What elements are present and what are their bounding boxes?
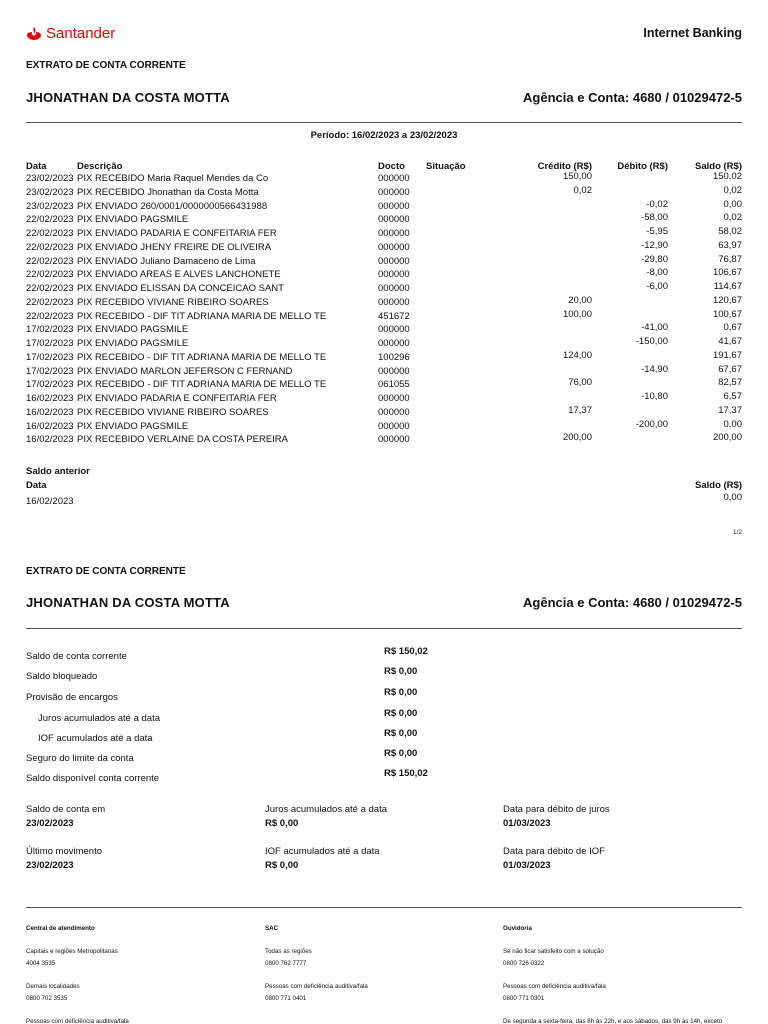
table-row — [0, 393, 768, 407]
info-label: Data para débito de juros — [503, 804, 610, 815]
flame-icon — [26, 27, 42, 41]
row-date: 22/02/2023 — [26, 228, 74, 239]
row-date: 22/02/2023 — [26, 269, 74, 281]
footer-phone: 0800 771 0401 — [265, 995, 307, 1002]
row-description: PIX ENVIADO ELISSAN DA CONCEICAO SANT — [77, 283, 284, 294]
row-debit: -200,00 — [635, 418, 668, 430]
info-value: 23/02/2023 — [26, 860, 74, 871]
row-description: PIX ENVIADO PAGSMILE — [77, 338, 189, 349]
summary-value: R$ 150,02 — [384, 768, 428, 779]
divider-page2 — [26, 628, 742, 629]
summary-value: R$ 150,02 — [384, 646, 428, 657]
divider — [26, 122, 742, 123]
row-debit: -0,02 — [646, 198, 668, 210]
footer-title: Central de atendimento — [26, 925, 95, 932]
info-label: Data para débito de IOF — [503, 846, 605, 857]
row-description: PIX ENVIADO PADARIA E CONFEITARIA FER — [77, 393, 277, 404]
doc-title-page2: EXTRATO DE CONTA CORRENTE — [26, 566, 186, 577]
row-date: 23/02/2023 — [26, 186, 74, 198]
period: Período: 16/02/2023 a 23/02/2023 — [310, 130, 458, 141]
row-docto: 000000 — [378, 228, 410, 239]
footer-phone: 0800 771 0301 — [503, 995, 545, 1002]
row-date: 16/02/2023 — [26, 393, 74, 404]
row-docto: 000000 — [378, 296, 410, 308]
row-debit: -6,00 — [646, 281, 668, 292]
table-row — [0, 363, 768, 380]
row-credit: 100,00 — [562, 308, 592, 320]
row-date: 22/02/2023 — [26, 283, 74, 294]
row-balance: 67,67 — [718, 363, 742, 375]
footer-title: SAC — [265, 925, 279, 932]
row-date: 23/02/2023 — [26, 173, 74, 184]
row-balance: 100,67 — [712, 308, 742, 320]
row-debit: -29,80 — [641, 253, 668, 265]
row-description: PIX ENVIADO PAGSMILE — [77, 214, 189, 226]
summary-label: Provisão de encargos — [26, 692, 118, 703]
summary-label: Saldo de conta corrente — [26, 651, 127, 662]
row-docto: 000000 — [378, 186, 410, 198]
saldo-anterior-balance-label: Saldo (R$) — [695, 480, 742, 491]
row-docto: 100296 — [378, 351, 410, 363]
row-debit: -150,00 — [635, 336, 668, 347]
summary-label: IOF acumulados até a data — [38, 733, 153, 744]
saldo-anterior-date-label: Data — [26, 480, 47, 491]
info-label: Último movimento — [26, 846, 103, 857]
col-header-description: Descrição — [77, 161, 123, 172]
summary-value: R$ 0,00 — [384, 687, 418, 698]
row-description: PIX RECEBIDO - DIF TIT ADRIANA MARIA DE MELLO TE — [77, 379, 327, 391]
row-balance: 63,97 — [718, 239, 742, 251]
doc-title: EXTRATO DE CONTA CORRENTE — [26, 60, 186, 71]
row-date: 16/02/2023 — [26, 434, 74, 446]
row-debit: -10,80 — [641, 391, 668, 402]
row-docto: 000000 — [378, 434, 410, 446]
table-row — [0, 434, 768, 448]
row-credit: 200,00 — [562, 432, 592, 444]
row-description: PIX ENVIADO PADARIA E CONFEITARIA FER — [77, 228, 277, 239]
row-docto: 000000 — [378, 393, 410, 404]
row-description: PIX RECEBIDO Maria Raquel Mendes da Co — [77, 173, 269, 184]
summary-value: R$ 0,00 — [384, 708, 418, 719]
row-docto: 000000 — [378, 365, 410, 377]
info-label: Saldo de conta em — [26, 804, 106, 815]
row-date: 22/02/2023 — [26, 310, 74, 322]
row-date: 22/02/2023 — [26, 241, 74, 253]
row-balance: 0,02 — [723, 212, 742, 224]
footer-divider — [26, 907, 742, 908]
row-description: PIX RECEBIDO - DIF TIT ADRIANA MARIA DE MELLO TE — [77, 310, 327, 322]
row-date: 17/02/2023 — [26, 351, 74, 363]
row-docto: 000000 — [378, 173, 410, 184]
row-balance: 76,87 — [718, 253, 742, 265]
row-description: PIX ENVIADO PAGSMILE — [77, 420, 189, 432]
saldo-anterior-date: 16/02/2023 — [26, 496, 74, 507]
footer-phone: 0800 702 3535 — [26, 995, 68, 1002]
footer-phone: 4004 3535 — [26, 960, 56, 967]
row-docto: 000000 — [378, 269, 410, 281]
row-description: PIX ENVIADO PAGSMILE — [77, 324, 189, 336]
row-date: 16/02/2023 — [26, 406, 74, 418]
row-balance: 82,57 — [718, 377, 742, 389]
row-balance: 106,67 — [712, 267, 742, 279]
row-docto: 000000 — [378, 255, 410, 267]
row-debit: -14,90 — [641, 363, 668, 375]
row-credit: 17,37 — [568, 404, 592, 416]
row-balance: 0,00 — [723, 418, 742, 430]
row-balance: 0,02 — [723, 184, 742, 196]
page-number: 1/2 — [732, 529, 742, 536]
row-date: 22/02/2023 — [26, 255, 74, 267]
row-balance: 120,67 — [712, 294, 742, 306]
saldo-anterior-title: Saldo anterior — [26, 466, 90, 477]
row-description: PIX ENVIADO JHENY FREIRE DE OLIVEIRA — [77, 241, 272, 253]
col-header-balance: Saldo (R$) — [695, 161, 742, 172]
row-description: PIX ENVIADO AREAS E ALVES LANCHONETE — [77, 269, 281, 281]
row-debit: -8,00 — [646, 267, 668, 279]
row-credit: 150,00 — [562, 171, 592, 182]
row-balance: 150,02 — [712, 171, 742, 182]
col-header-docto: Docto — [378, 161, 405, 172]
row-description: PIX RECEBIDO - DIF TIT ADRIANA MARIA DE MELLO TE — [77, 351, 327, 363]
client-name-page2: JHONATHAN DA COSTA MOTTA — [26, 595, 230, 610]
row-docto: 000000 — [378, 214, 410, 226]
info-value: 23/02/2023 — [26, 818, 74, 829]
col-header-debit: Débito (R$) — [617, 161, 668, 172]
row-description: PIX RECEBIDO VIVIANE RIBEIRO SOARES — [77, 406, 269, 418]
summary-value: R$ 0,00 — [384, 748, 418, 759]
row-balance: 6,57 — [723, 391, 742, 402]
row-docto: 000000 — [378, 283, 410, 294]
product-name: Internet Banking — [643, 26, 742, 40]
footer-text: Demais localidades — [26, 983, 80, 990]
table-row — [0, 338, 768, 352]
summary-label: Saldo bloqueado — [26, 671, 98, 682]
row-docto: 000000 — [378, 338, 410, 349]
row-docto: 000000 — [378, 241, 410, 253]
footer-text: Pessoas com deficiência auditiva/fala — [26, 1018, 129, 1024]
col-header-date: Data — [26, 161, 47, 172]
row-description: PIX RECEBIDO Jhonathan da Costa Motta — [77, 186, 259, 198]
row-date: 22/02/2023 — [26, 296, 74, 308]
summary-label: Juros acumulados até a data — [38, 713, 160, 724]
row-docto: 000000 — [378, 324, 410, 336]
row-credit: 76,00 — [568, 377, 592, 389]
footer-text: De segunda a sexta-feira, das 8h às 22h, e aos sábados, das 9h às 14h, exceto — [503, 1018, 723, 1024]
footer-phone: 0800 726 0322 — [503, 960, 545, 967]
footer-text: Se não ficar satisfeito com a solução — [503, 948, 604, 955]
info-label: Juros acumulados até a data — [265, 804, 387, 815]
row-credit: 0,02 — [573, 184, 592, 196]
row-credit: 124,00 — [562, 349, 592, 361]
table-row — [0, 294, 768, 311]
brand-name: Santander — [46, 25, 116, 42]
row-description: PIX RECEBIDO VIVIANE RIBEIRO SOARES — [77, 296, 269, 308]
summary-value: R$ 0,00 — [384, 728, 418, 739]
summary-value: R$ 0,00 — [384, 666, 418, 677]
col-header-credit: Crédito (R$) — [537, 161, 592, 172]
row-description: PIX ENVIADO MARLON JEFERSON C FERNAND — [77, 365, 293, 377]
row-date: 17/02/2023 — [26, 324, 74, 336]
info-value: R$ 0,00 — [265, 860, 299, 871]
row-description: PIX RECEBIDO VERLAINE DA COSTA PEREIRA — [77, 434, 288, 446]
row-debit: -58,00 — [641, 212, 668, 224]
row-docto: 000000 — [378, 406, 410, 418]
row-docto: 451672 — [378, 310, 410, 322]
row-date: 17/02/2023 — [26, 338, 74, 349]
table-row — [0, 173, 768, 187]
row-docto: 000000 — [378, 200, 410, 212]
table-row — [0, 283, 768, 297]
row-balance: 191,67 — [712, 349, 742, 361]
summary-label: Seguro do limite da conta — [26, 753, 134, 764]
summary-label: Saldo disponível conta corrente — [26, 773, 160, 784]
row-balance: 0,00 — [723, 198, 742, 210]
info-label: IOF acumulados até a data — [265, 846, 380, 857]
row-balance: 58,02 — [718, 226, 742, 237]
footer-text: Pessoas com deficiência auditiva/fala — [503, 983, 606, 990]
row-balance: 114,67 — [713, 281, 742, 292]
info-value: R$ 0,00 — [265, 818, 299, 829]
row-date: 22/02/2023 — [26, 214, 74, 226]
info-value: 01/03/2023 — [503, 860, 551, 871]
row-date: 16/02/2023 — [26, 420, 74, 432]
row-docto: 061055 — [378, 379, 410, 391]
row-balance: 41,67 — [718, 336, 742, 347]
footer-text: Capitais e regiões Metropolitanas — [26, 948, 118, 955]
row-credit: 20,00 — [568, 294, 592, 306]
santander-logo — [26, 25, 115, 42]
account-number-page2: Agência e Conta: 4680 / 01029472-5 — [523, 595, 742, 610]
row-docto: 000000 — [378, 420, 410, 432]
footer-text: Pessoas com deficiência auditiva/fala — [265, 983, 368, 990]
row-description: PIX ENVIADO Juliano Damaceno de Lima — [77, 255, 256, 267]
row-date: 17/02/2023 — [26, 365, 74, 377]
account-number: Agência e Conta: 4680 / 01029472-5 — [523, 90, 742, 105]
row-debit: -5,95 — [646, 226, 668, 237]
row-debit: -12,90 — [641, 239, 668, 251]
client-name: JHONATHAN DA COSTA MOTTA — [26, 90, 230, 105]
info-value: 01/03/2023 — [503, 818, 551, 829]
col-header-situation: Situação — [426, 161, 466, 172]
row-balance: 200,00 — [712, 432, 742, 444]
saldo-anterior-balance: 0,00 — [723, 492, 742, 503]
row-balance: 17,37 — [718, 404, 742, 416]
footer-text: Todas as regiões — [265, 948, 312, 955]
footer-title: Ouvidoria — [503, 925, 532, 932]
table-row — [0, 418, 768, 435]
row-date: 17/02/2023 — [26, 379, 74, 391]
row-debit: -41,00 — [641, 322, 668, 334]
row-description: PIX ENVIADO 260/0001/0000000566431988 — [77, 200, 268, 212]
footer-phone: 0800 762 7777 — [265, 960, 307, 967]
row-balance: 0,67 — [723, 322, 742, 334]
row-date: 23/02/2023 — [26, 200, 74, 212]
